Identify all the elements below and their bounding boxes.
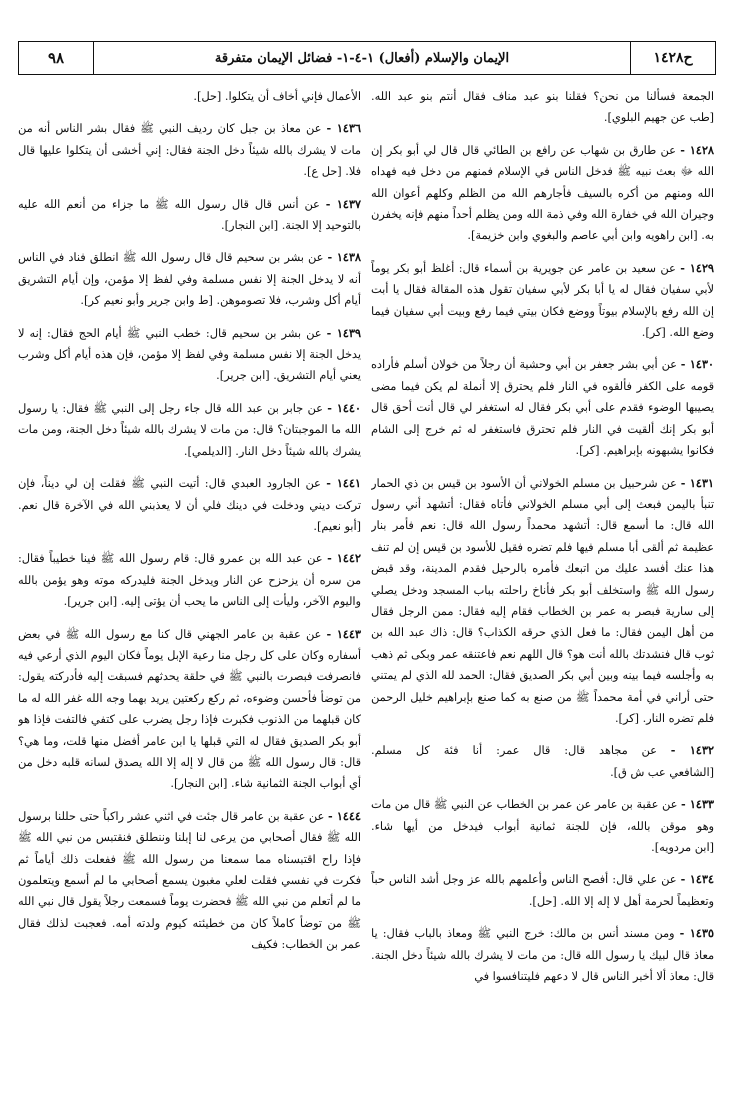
hadith-text: عن عقبة بن عامر عن عمر بن الخطاب عن النبي ﷺ قال من مات وهو موقن بالله، فإن للجنة ثمانية أبواب فيدخل من أيها شاء. xyxy=(371,798,714,833)
hadith-entry xyxy=(18,398,361,462)
hadith-entry xyxy=(371,923,714,987)
hadith-entry xyxy=(18,118,361,182)
hadith-number: ١٤٤١ - xyxy=(326,476,361,491)
hadith-number: ١٤٣٩ - xyxy=(326,325,361,340)
hadith-text: عن معاذ بن جبل كان رديف النبي ﷺ فقال بشر الناس أنه من مات لا يشرك بالله شيئاً دخل الجنة فقال: إني أخشى أن يتكلوا عليها قال فلا. xyxy=(18,122,361,179)
hadith-entry xyxy=(371,740,714,783)
hadith-entry xyxy=(18,548,361,612)
hadith-entry xyxy=(18,323,361,387)
hadith-number: ١٤٤٤ - xyxy=(327,808,361,823)
page-number: ٩٨ xyxy=(19,42,94,74)
hadith-text: عن بشر بن سحيم قال: خطب النبي ﷺ أيام الحج فقال: إنه لا يدخل الجنة إلا نفس مسلمة وفي لفظ إلا مؤمن، فإن هذه أيام أكل وشرب يعني أيام التشريق. xyxy=(18,326,361,383)
source-citation: [حل]. xyxy=(193,90,222,103)
hadith-text: عن عقبة بن عامر الجهني قال كنا مع رسول الله ﷺ في بعض أسفاره وكان على كل رجل منا رعية الإبل يوماً فكان اليوم الذي أرعي فيه فانصرفت فبصرت بالنبي ﷺ في حلقة يحدثهم فسبقت إليه فأدركته يقول: من توضأ فأحسن وضوءه، ثم ركع ركعتين يريد بهما وجه الله غفر الله له ما كان قبلهما من الذنوب فكبرت فإذا رجل يضرب على كتفي فالتفت فإذا هو أبو بكر الصديق فقال له التي قبلها يا ابن عامر أفضل منها قلت، وما هي؟ قال: قال رسول الله ﷺ من قال لا إله إلا الله يصدق لسانه قلبه دخل من أي أبواب الجنة الثمانية شاء. xyxy=(18,627,361,791)
hadith-number: ١٤٤٢ - xyxy=(327,551,361,566)
hadith-text: عن جابر بن عبد الله قال جاء رجل إلى النبي ﷺ فقال: يا رسول الله ما الموجبتان؟ قال: من مات لا يشرك بالله شيئاً دخل الجنة، ومن مات يشرك بالله شيئاً دخل النار. xyxy=(18,401,361,458)
hadith-text: عن أبي بشر جعفر بن أبي وحشية أن رجلاً من خولان أسلم فأراده قومه على الكفر فألقوه في النار فلم يحترق إلا أنملة لم يكن فيما مضى يصيبها الوضوء فقدم على أبي بكر فقال له استغفر لي قال أنت أحق قال أبو بكر إنك ألقيت في النار فلم تحترق فاستغفر له ثم خرج إلى الشام فكانوا يشبهونه بإبراهيم. xyxy=(371,358,714,458)
hadith-range: ح١٤٢٨ xyxy=(630,42,715,74)
hadith-number: ١٤٣٨ - xyxy=(327,250,361,265)
hadith-text: الجمعة فسألنا من نحن؟ فقلنا بنو عبد مناف فقال أنتم بنو عبد الله. xyxy=(371,90,714,103)
hadith-entry xyxy=(371,140,714,247)
hadith-number: ١٤٢٨ - xyxy=(680,142,714,157)
source-citation: [حل]. xyxy=(528,894,557,908)
hadith-number: ١٤٣٣ - xyxy=(681,797,714,812)
hadith-entry xyxy=(371,258,714,344)
hadith-entry xyxy=(371,473,714,730)
hadith-text: ومن مسند أنس بن مالك: خرج النبي ﷺ ومعاذ بالباب فقال: يا معاذ قال لبيك يا رسول الله قال: من مات لا يشرك بالله شيئاً دخل الجنة. قال: معاذ ألا أخبر الناس قال لا دعهم فليتنافسوا في xyxy=(371,927,714,984)
source-citation: [ابن مردويه]. xyxy=(651,841,714,854)
hadith-text: الأعمال فإني أخاف أن يتكلوا. xyxy=(224,90,361,103)
hadith-entry xyxy=(371,86,714,129)
hadith-text: عن طارق بن شهاب عن رافع بن الطائي قال قال لي أبو بكر إن الله ﷻ بعث نبيه ﷺ فدخل الناس في الإسلام فمنهم من دخل فيه فهداه الله ومنهم من أكره بالسيف فأجارهم الله من الظلم وكلهم أعوان الله وجيران الله في خفارة الله وفي ذمة الله ومن يظلم أحداً منهم فإنه يخفرن به. xyxy=(371,143,714,243)
hadith-text: عن سعيد بن عامر عن جويرية بن أسماء قال: أغلظ أبو بكر يوماً لأبي سفيان فقال له يا أبا بكر لأبي سفيان تقول هذه المقالة فقال يا أبت إن الله رفع بالإسلام بيوتاً ووضع فكان بيتي فيما رفع وبيت أبي سفيان فيما وضع الله. xyxy=(371,261,714,340)
source-citation: [ابن النجار]. xyxy=(170,777,228,791)
source-citation: [كر]. xyxy=(575,444,600,458)
left-column xyxy=(18,86,361,1097)
source-citation: [طب عن جهيم البلوي]. xyxy=(603,111,714,125)
hadith-entry xyxy=(18,473,361,537)
hadith-text: عن الجارود العبدي قال: أتيت النبي ﷺ فقلت إن لي ديناً، فإن تركت ديني ودخلت في دينك فلي أن لا يعذبني الله في الآخرة قال نعم. xyxy=(18,477,361,512)
hadith-number: ١٤٤٠ - xyxy=(327,400,361,415)
source-citation: [ط وابن جرير وأبو نعيم كر]. xyxy=(80,294,213,308)
hadith-entry xyxy=(18,86,361,107)
hadith-text: عن عبد الله بن عمرو قال: قام رسول الله ﷺ فينا خطيباً فقال: من سره أن يزحزح عن النار ويدخل الجنة فليدركه موته وهو يؤمن بالله واليوم الآخر، وليأت إلى الناس ما يحب أن يؤتى إليه. xyxy=(18,552,361,609)
hadith-text: عن أنس قال قال رسول الله ﷺ ما جزاء من أنعم الله عليه بالتوحيد إلا الجنة. xyxy=(18,197,361,233)
hadith-text: عن شرحبيل بن مسلم الخولاني أن الأسود بن قيس بن ذي الحمار تنبأ باليمن فبعث إلى أبي مسلم الخولاني فأتاه فقال: أتشهد أني رسول الله قال: ما أسمع قال: أتشهد محمداً رسول الله قال: نعم فأمر بنار عظيمة ثم ألقى أبا مسلم فيها فلم تضره فقيل للأسود بن قيس إن لم تنف هذا عنك أفسد عليك من اتبعك فأمره بالرحيل فقدم المدينة، وقد قبض رسول الله ﷺ واستخلف أبو بكر فأناخ راحلته بباب المسجد ودخل يصلي إلى سارية فبصر به عمر بن الخطاب فقام إليه فقال: ممن الرجل فقال من أهل اليمن فقال: ما فعل الذي حرقه الكذاب؟ قال: ذاك عبد الله بن ثوب قال فنشدتك بالله أنت هو؟ قال اللهم نعم فاعتنقه عمر وبكى ثم ذهب به وأجلسه فيما بينه وبين أبي بكر الصديق فقال: الحمد لله الذي لم يمتني حتى أراني في أمة محمداً ﷺ من صنع به كما صنع بإبراهيم خليل الرحمن فلم تضره النار. xyxy=(371,476,714,725)
hadith-number: ١٤٣٠ - xyxy=(680,357,714,372)
hadith-number: ١٤٣٤ - xyxy=(680,872,714,887)
source-citation: [كر]. xyxy=(614,711,639,725)
source-citation: [الشافعي عب ش ق]. xyxy=(610,765,714,779)
hadith-entry xyxy=(371,794,714,858)
hadith-text: عن علي قال: أفصح الناس وأعلمهم بالله عز وجل أشد الناس حباً وتعظيماً لحرمة أهل لا إله إلا الله. xyxy=(371,873,714,908)
hadith-text: عن بشر بن سحيم قال قال رسول الله ﷺ انطلق فناد في الناس أنه لا يدخل الجنة إلا نفس مسلمة وفي لفظ إلا مؤمن، وإن أيام التشريق أيام أكل وشرب، فلا تصوموهن. xyxy=(18,251,361,308)
source-citation: [الديلمي]. xyxy=(183,444,232,458)
hadith-number: ١٤٣١ - xyxy=(680,475,714,490)
hadith-number: ١٤٢٩ - xyxy=(680,260,714,275)
hadith-number: ١٤٤٣ - xyxy=(326,626,361,641)
hadith-entry xyxy=(18,624,361,795)
hadith-text: عن عقبة بن عامر قال جئت في اثني عشر راكباً حتى حللنا برسول الله ﷺ فقال أصحابي من يرعى لنا إبلنا وننطلق فنقتبس من نبي الله ﷺ فإذا راح اقتبسناه مما سمعنا من رسول الله ﷺ ففعلت ذلك أياماً ثم فكرت في نفسي فقلت لعلي مغبون يسمع أصحابي ما لم أسمع ويتعلمون ما لم أتعلم من نبي الله ﷺ فحضرت يوماً فسمعت رجلاً يقول قال نبي الله ﷺ من توضأ كاملاً كان من خطيئته كيوم ولدته أمه. فعجبت لذلك فقال عمر بن الخطاب: فكيف xyxy=(18,809,361,952)
hadith-entry xyxy=(371,354,714,461)
source-citation: [أبو نعيم]. xyxy=(313,519,361,533)
hadith-number: ١٤٣٧ - xyxy=(325,196,361,211)
source-citation: [حل ع]. xyxy=(303,165,342,179)
hadith-entry xyxy=(18,194,361,237)
source-citation: [ابن النجار]. xyxy=(221,219,279,233)
hadith-text: عن مجاهد قال: قال عمر: أنا فئة كل مسلم. xyxy=(371,744,671,758)
source-citation: [ابن جرير]. xyxy=(63,595,118,609)
source-citation: [كر]. xyxy=(641,326,666,340)
hadith-entry xyxy=(18,247,361,311)
source-citation: [ابن جرير]. xyxy=(216,369,270,383)
right-column xyxy=(371,86,714,1097)
hadith-entry xyxy=(371,869,714,912)
hadith-number: ١٤٣٥ - xyxy=(679,926,714,941)
source-citation: [ابن راهويه وابن أبي عاصم والبغوي وابن خزيمة]. xyxy=(467,229,698,243)
page-header xyxy=(18,41,716,75)
hadith-number: ١٤٣٢ - xyxy=(670,743,714,758)
running-title: الإيمان والإسلام (أفعال) ١-٤-١- فضائل الإيمان متفرقة xyxy=(214,50,510,66)
hadith-entry xyxy=(18,806,361,956)
hadith-number: ١٤٣٦ - xyxy=(326,121,361,136)
